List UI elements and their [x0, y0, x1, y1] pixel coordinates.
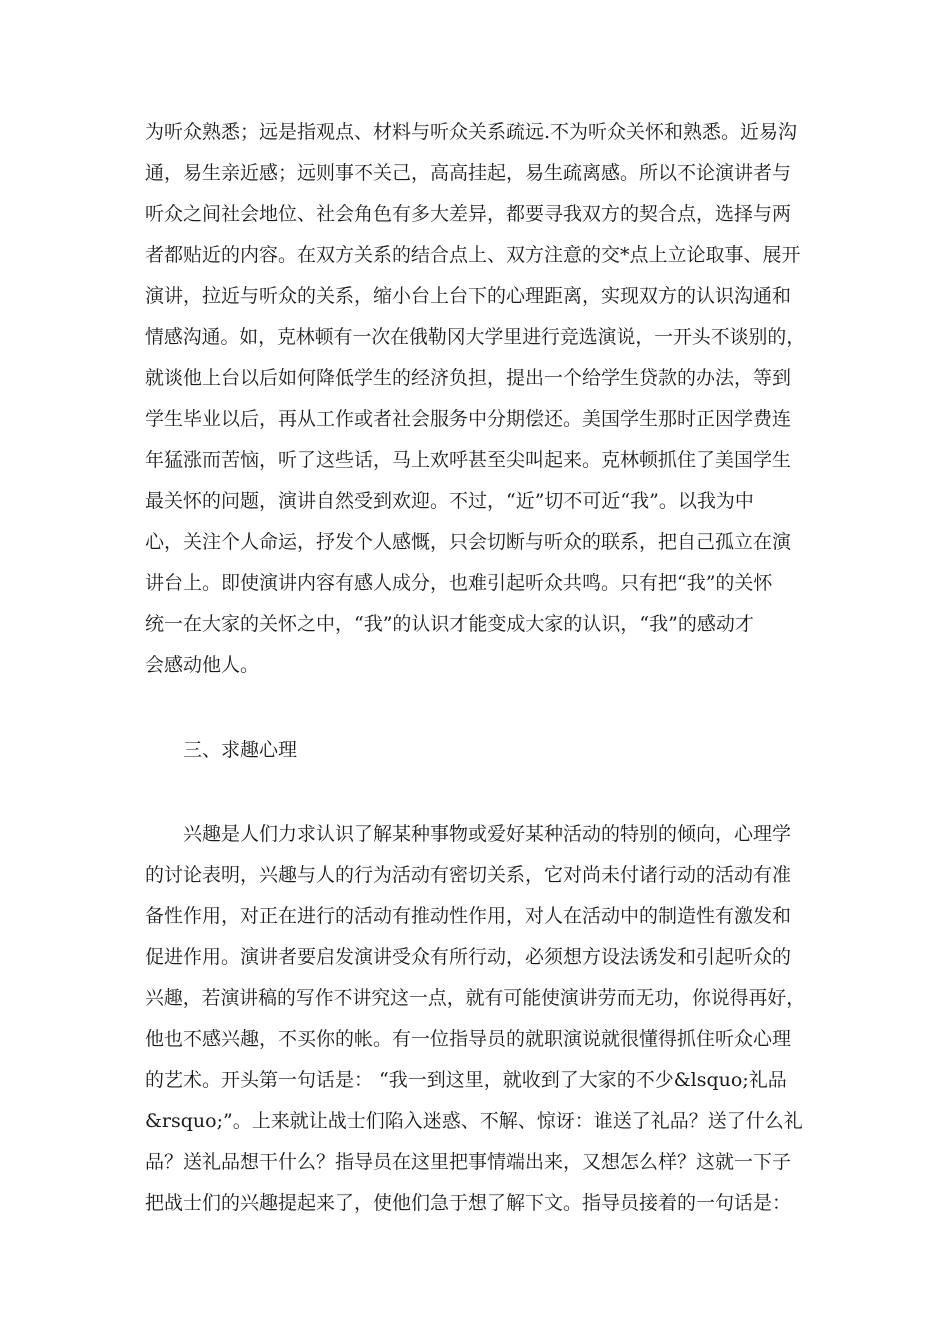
- paragraph-line: 品？送礼品想干什么？指导员在这里把事情端出来，又想怎么样？这就一下子: [145, 1151, 792, 1173]
- paragraph-line: 会感动他人。: [145, 654, 260, 676]
- paragraph-line: 统一在大家的关怀之中，“我”的认识才能变成大家的认识，“我”的感动才: [145, 613, 754, 635]
- paragraph-line: 把战士们的兴趣提起来了，使他们急于想了解下文。指导员接着的一句话是：: [145, 1192, 792, 1214]
- paragraph-line: 讲台上。即使演讲内容有感人成分，也难引起听众共鸣。只有把“我”的关怀: [145, 572, 773, 594]
- paragraph-line: 年猛涨而苦恼，听了这些话，马上欢呼甚至尖叫起来。克林顿抓住了美国学生: [145, 449, 792, 471]
- paragraph-line: 的讨论表明，兴趣与人的行为活动有密切关系，它对尚未付诸行动的活动有准: [145, 864, 792, 886]
- paragraph-line: 兴趣，若演讲稿的写作不讲究这一点，就有可能使演讲劳而无功，你说得再好，: [145, 987, 806, 1009]
- paragraph-line: 他也不感兴趣，不买你的帐。有一位指导员的就职演说就很懂得抓住听众心理: [145, 1028, 792, 1050]
- paragraph-line: 演讲，拉近与听众的关系，缩小台上台下的心理距离，实现双方的认识沟通和: [145, 285, 792, 307]
- paragraph-line: 就谈他上台以后如何降低学生的经济负担，提出一个给学生贷款的办法，等到: [145, 367, 792, 389]
- paragraph-line: 最关怀的问题，演讲自然受到欢迎。不过，“近”切不可近“我”。以我为中: [145, 490, 754, 512]
- paragraph-line: 者都贴近的内容。在双方关系的结合点上、双方注意的交*点上立论取事、展开: [145, 244, 801, 266]
- paragraph-line: 备性作用，对正在进行的活动有推动性作用，对人在活动中的制造性有激发和: [145, 905, 792, 927]
- section-heading: 三、求趣心理: [183, 739, 298, 761]
- paragraph-line: 的艺术。开头第一句话是： “我一到这里，就收到了大家的不少&lsquo;礼品: [145, 1069, 787, 1091]
- paragraph-line: 为听众熟悉；远是指观点、材料与听众关系疏远.不为听众关怀和熟悉。近易沟: [145, 121, 798, 143]
- paragraph-line: &rsquo;”。上来就让战士们陷入迷惑、不解、惊讶：谁送了礼品？送了什么礼: [145, 1110, 803, 1132]
- paragraph-line: 通，易生亲近感；远则事不关己，高高挂起，易生疏离感。所以不论演讲者与: [145, 162, 792, 184]
- paragraph-line: 学生毕业以后，再从工作或者社会服务中分期偿还。美国学生那时正因学费连: [145, 408, 792, 430]
- paragraph-line: 兴趣是人们力求认识了解某种事物或爱好某种活动的特别的倾向，心理学: [183, 823, 792, 845]
- paragraph-line: 促进作用。演讲者要启发演讲受众有所行动，必须想方设法诱发和引起听众的: [145, 946, 792, 968]
- paragraph-line: 情感沟通。如，克林顿有一次在俄勒冈大学里进行竞选演说，一开头不谈别的，: [145, 326, 806, 348]
- paragraph-line: 心，关注个人命运，抒发个人感慨，只会切断与听众的联系，把自己孤立在演: [145, 531, 792, 553]
- paragraph-line: 听众之间社会地位、社会角色有多大差异，都要寻我双方的契合点，选择与两: [145, 203, 792, 225]
